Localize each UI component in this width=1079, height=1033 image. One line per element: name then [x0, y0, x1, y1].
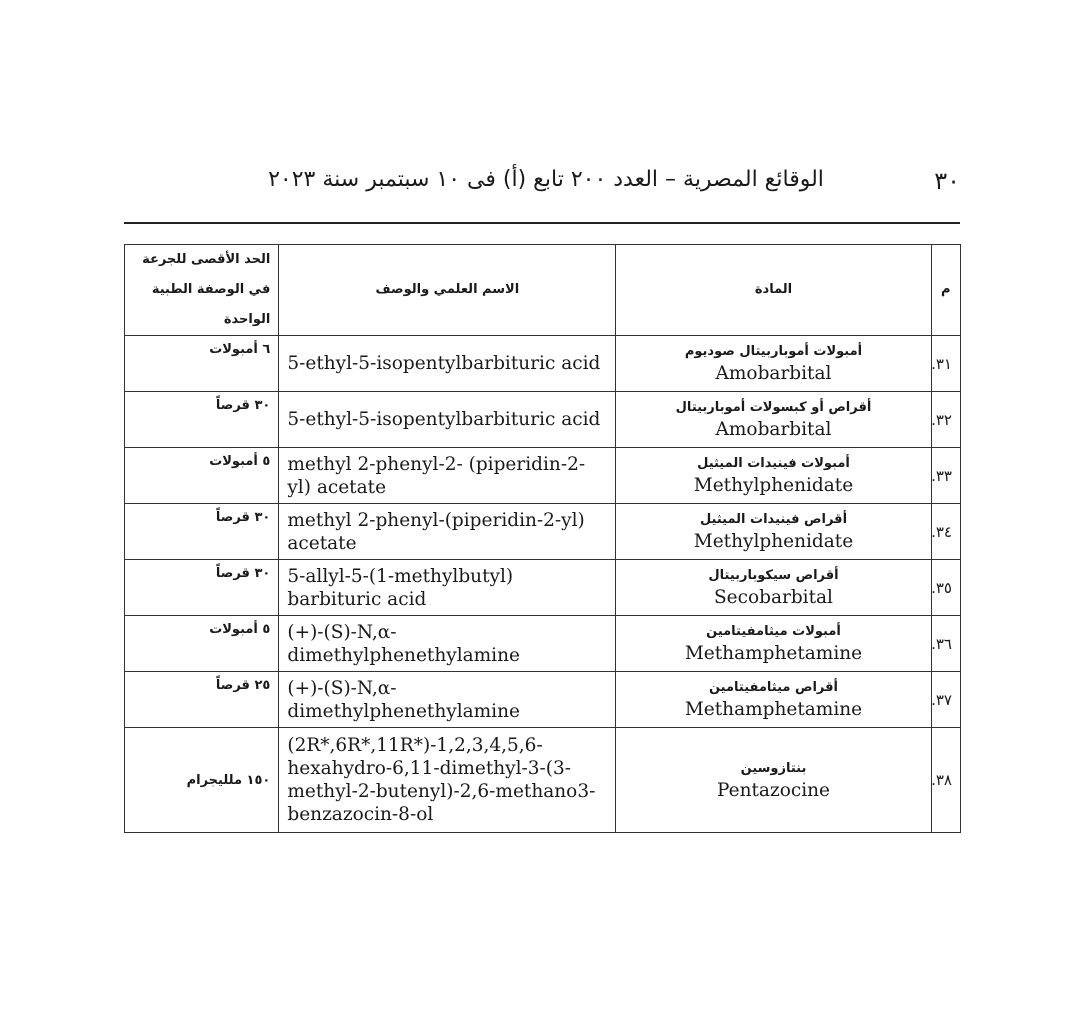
- substance-arabic: بنتازوسين: [740, 760, 807, 776]
- scientific-name-cell: 5-ethyl-5-isopentylbarbituric acid: [279, 336, 616, 392]
- header-rule: [124, 222, 960, 224]
- scientific-name-cell: (2R*,6R*,11R*)-1,2,3,4,5,6-hexahydro-6,11-dimethyl-3-(3-methyl-2-butenyl)-2,6-methano3-benzazocin-8-ol: [279, 728, 616, 833]
- header-max-dose-line: الحد الأقصى للجرعة: [142, 252, 271, 267]
- scientific-name-cell: (+)-(S)-N,α-dimethylphenethylamine: [279, 672, 616, 728]
- max-dose-cell: ٦ أمبولات: [125, 336, 279, 392]
- table-row: [125, 448, 961, 504]
- row-number-cell: ٣٢.: [931, 392, 960, 448]
- table-row: [125, 728, 961, 833]
- scientific-name-cell: 5-ethyl-5-isopentylbarbituric acid: [279, 392, 616, 448]
- substance-english: Methamphetamine: [684, 699, 863, 720]
- scientific-name-cell: (+)-(S)-N,α-dimethylphenethylamine: [279, 616, 616, 672]
- substance-arabic: أقراص ميثامفيتامين: [708, 680, 838, 695]
- substance-english: Methamphetamine: [684, 643, 863, 664]
- scientific-name-cell: methyl 2-phenyl-2- (piperidin-2-yl) acetate: [279, 448, 616, 504]
- substance-arabic: أمبولات أموباربيتال صوديوم: [684, 344, 863, 359]
- max-dose-cell: ١٥٠ ملليجرام: [125, 728, 279, 833]
- table-row: [125, 336, 961, 392]
- header-max-dose-line: في الوصفة الطبية: [151, 282, 271, 297]
- substance-english: Secobarbital: [714, 587, 833, 608]
- substance-cell: [616, 560, 931, 616]
- scientific-name-cell: methyl 2-phenyl-(piperidin-2-yl) acetate: [279, 504, 616, 560]
- header-scientific-name: الاسم العلمي والوصف: [279, 245, 616, 336]
- row-number-cell: ٣٦.: [931, 616, 960, 672]
- header-number: م: [931, 245, 960, 336]
- substance-cell: [616, 448, 931, 504]
- substance-arabic: أمبولات ميثامفيتامين: [706, 624, 841, 639]
- table-row: [125, 560, 961, 616]
- substances-table: [124, 244, 961, 833]
- row-number-cell: ٣٣.: [931, 448, 960, 504]
- substance-arabic: أقراص سيكوباربيتال: [708, 568, 839, 583]
- substance-cell: [616, 504, 931, 560]
- substance-english: Pentazocine: [717, 779, 830, 801]
- max-dose-cell: ٥ أمبولات: [125, 448, 279, 504]
- header-max-dose: [125, 245, 279, 336]
- table-row: [125, 616, 961, 672]
- table-header-row: [125, 245, 961, 336]
- scientific-name-cell: 5-allyl-5-(1-methylbutyl) barbituric acid: [279, 560, 616, 616]
- substance-cell: [616, 616, 931, 672]
- row-number-cell: ٣٨.: [931, 728, 960, 833]
- row-number-cell: ٣٧.: [931, 672, 960, 728]
- table-row: [125, 504, 961, 560]
- max-dose-cell: ٣٠ قرصاً: [125, 560, 279, 616]
- substance-cell: [616, 336, 931, 392]
- substance-cell: [616, 672, 931, 728]
- header-substance: المادة: [616, 245, 931, 336]
- page-number: ٣٠: [934, 167, 960, 195]
- substance-arabic: أمبولات فينيدات الميثيل: [697, 456, 850, 471]
- row-number-cell: ٣١.: [931, 336, 960, 392]
- max-dose-cell: ٣٠ قرصاً: [125, 504, 279, 560]
- substance-english: Amobarbital: [715, 419, 832, 440]
- row-number-cell: ٣٥.: [931, 560, 960, 616]
- page-header: [124, 165, 960, 205]
- substance-arabic: أقراص أو كبسولات أموباربيتال: [675, 400, 872, 415]
- table-row: [125, 672, 961, 728]
- gazette-title: الوقائع المصرية – العدد ٢٠٠ تابع (أ) فى ١٠ سبتمبر سنة ٢٠٢٣: [268, 167, 824, 192]
- max-dose-cell: ٢٥ قرصاً: [125, 672, 279, 728]
- max-dose-cell: ٥ أمبولات: [125, 616, 279, 672]
- substance-arabic: أقراص فينيدات الميثيل: [699, 512, 848, 527]
- table-row: [125, 392, 961, 448]
- substance-english: Methylphenidate: [693, 475, 854, 496]
- header-max-dose-line: الواحدة: [223, 312, 271, 327]
- substance-cell: [616, 392, 931, 448]
- substance-english: Amobarbital: [715, 363, 832, 384]
- row-number-cell: ٣٤.: [931, 504, 960, 560]
- substance-english: Methylphenidate: [693, 531, 854, 552]
- max-dose-cell: ٣٠ قرصاً: [125, 392, 279, 448]
- substance-cell: [616, 728, 931, 833]
